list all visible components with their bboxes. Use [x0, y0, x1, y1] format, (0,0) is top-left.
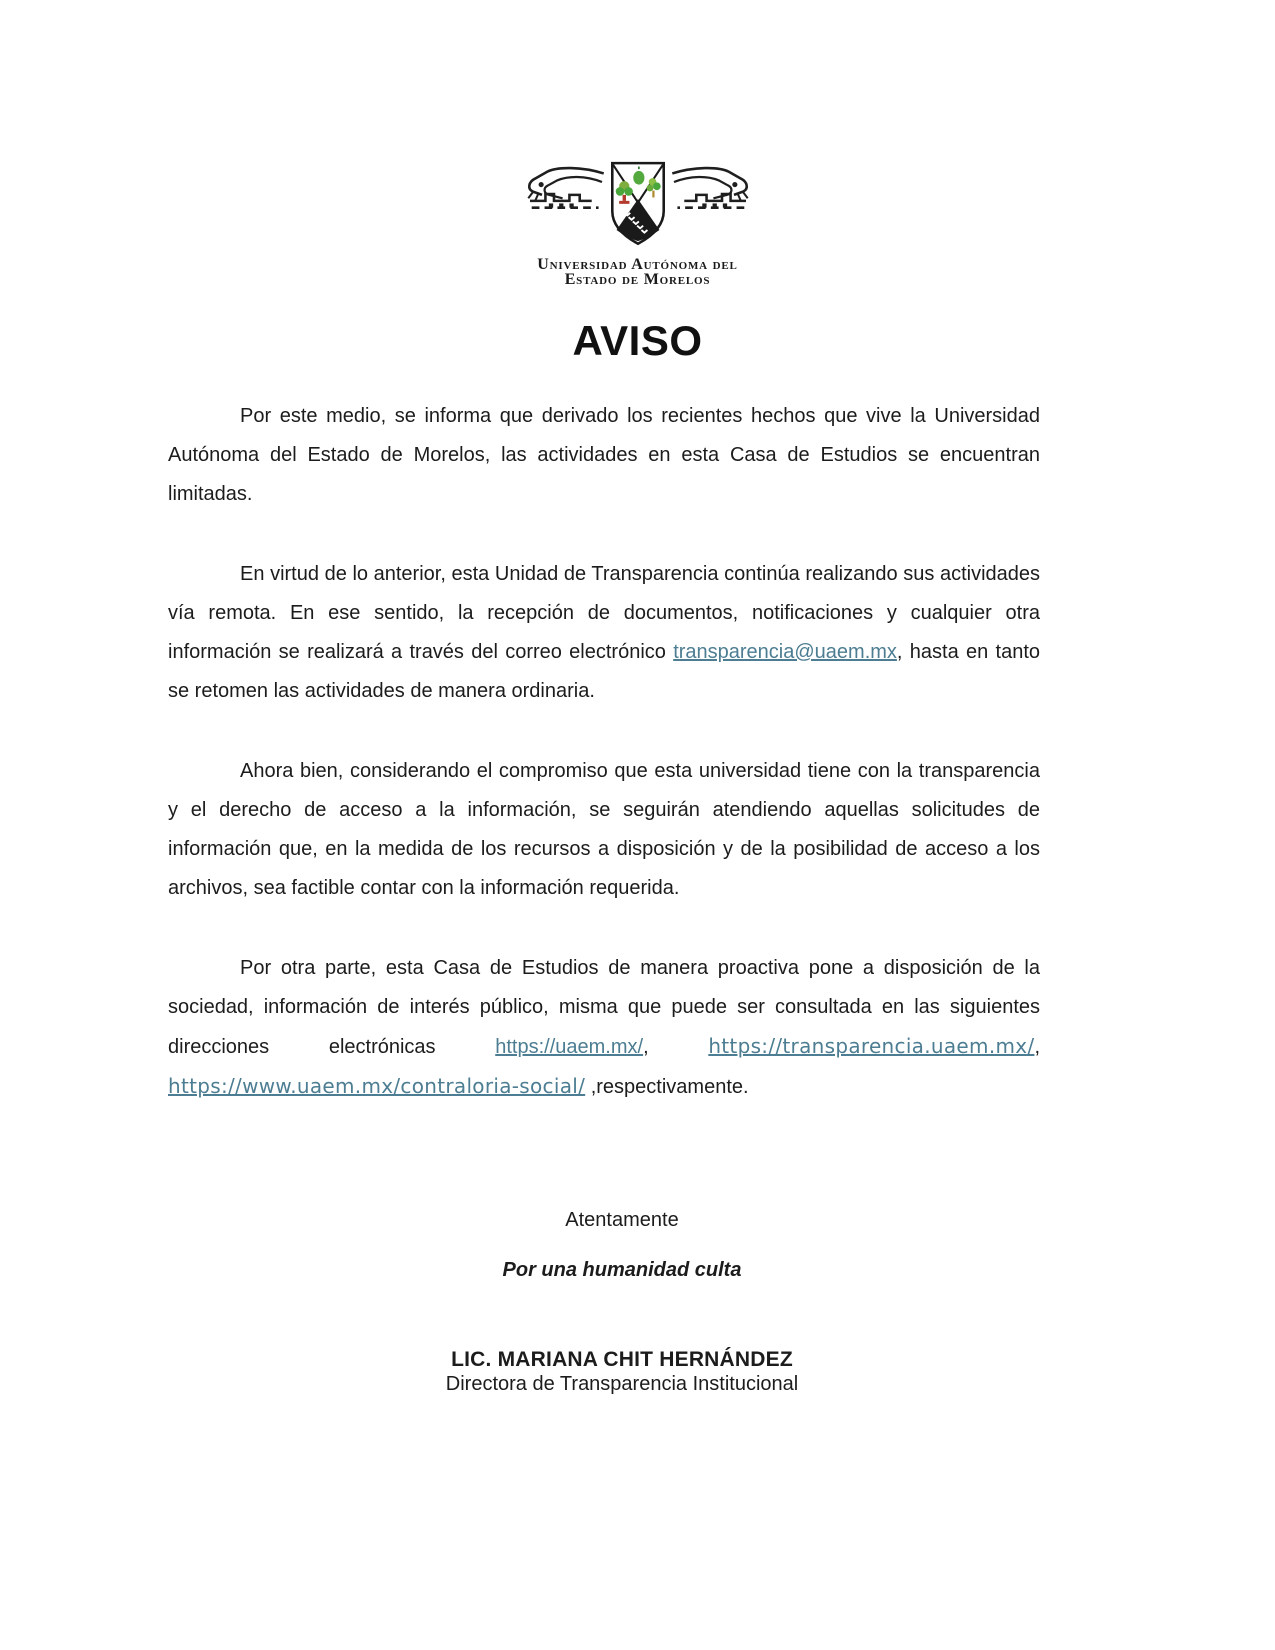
serpent-right-icon [672, 168, 747, 208]
paragraph-4 [168, 949, 1040, 1107]
paragraph-4-text: Por otra parte, esta Casa de Estudios de manera proactiva pone a disposición de la sociedad, información de interés público, misma que puede ser consultada en las siguientes direcciones electrónicas [168, 957, 1040, 1058]
notice-body [168, 397, 1040, 1107]
contraloria-social-link[interactable]: https://www.uaem.mx/contraloria-social/ [168, 1074, 586, 1098]
transparencia-site-link[interactable]: https://transparencia.uaem.mx/ [708, 1034, 1035, 1058]
paragraph-2-tail: , hasta en tanto se retomen las actividades de manera ordinaria. [168, 641, 1040, 702]
uaem-site-link[interactable]: https://uaem.mx/ [495, 1036, 644, 1058]
paragraph-2 [168, 555, 1040, 711]
university-name-line1: Universidad Autónoma del [537, 256, 738, 273]
closing-block [168, 1207, 1076, 1397]
link-separator-2: , [1034, 1036, 1040, 1058]
paragraph-2-text: En virtud de lo anterior, esta Unidad de Transparencia continúa realizando sus actividades vía remota. En ese sentido, la recepción de documentos, notificaciones y cualquier otra información se realizará a través del correo electrónico [168, 563, 1040, 663]
shield-icon [612, 163, 663, 244]
serpent-left-icon [528, 168, 603, 208]
paragraph-4-tail: ,respectivamente. [585, 1076, 749, 1098]
institutional-motto: Por una humanidad culta [502, 1259, 742, 1281]
paragraph-3: Ahora bien, considerando el compromiso que esta universidad tiene con la transparencia y el derecho de acceso a la información, se seguirán atendiendo aquellas solicitudes de información que, en la medida de los recursos a disposición y de la posibilidad de acceso a los archivos, sea factible contar con la información requerida. [168, 760, 1040, 899]
email-link[interactable]: transparencia@uaem.mx [673, 641, 897, 663]
link-separator-1: , [643, 1036, 709, 1058]
paragraph-1: Por este medio, se informa que derivado los recientes hechos que vive la Universidad Autónoma del Estado de Morelos, las actividades en esta Casa de Estudios se encuentran limitadas. [168, 405, 1040, 505]
signer-name: LIC. MARIANA CHIT HERNÁNDEZ [451, 1348, 793, 1371]
notice-title: AVISO [572, 317, 703, 364]
signature-block [168, 1347, 1076, 1397]
university-logo-block [0, 0, 1275, 287]
university-name-line2: Estado de Morelos [564, 271, 711, 288]
signer-title: Directora de Transparencia Institucional [445, 1373, 799, 1395]
uaem-crest-icon [518, 158, 758, 254]
university-name [0, 257, 1275, 287]
salutation: Atentamente [565, 1209, 679, 1231]
